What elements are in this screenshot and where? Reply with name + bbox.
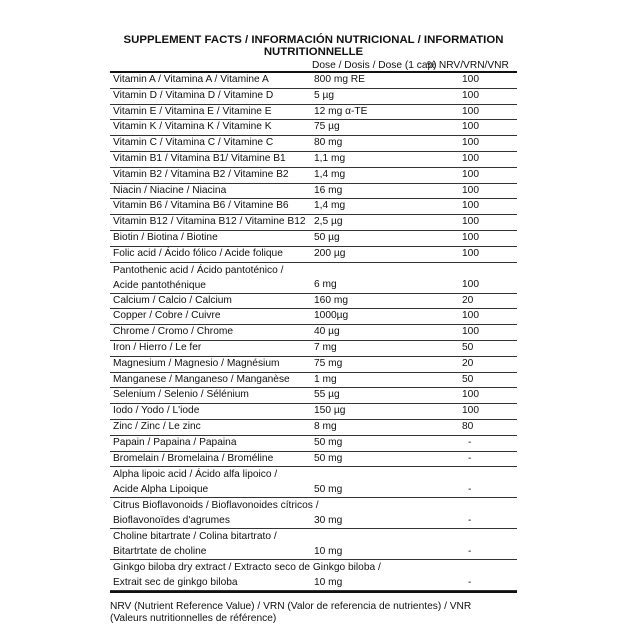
- table-row: [110, 120, 517, 136]
- table-row: [110, 73, 517, 88]
- table-row: [110, 151, 517, 167]
- table-row: [110, 136, 517, 152]
- nutrient-name: Selenium / Selenio / Sélénium: [110, 388, 310, 404]
- footnote-line-1: NRV (Nutrient Reference Value) / VRN (Valor de referencia de nutrientes) / VNR: [110, 601, 472, 613]
- table-row: [110, 309, 517, 325]
- nutrient-name: Vitamin B2 / Vitamina B2 / Vitamine B2: [110, 167, 310, 183]
- nutrient-dose: 150 µg: [310, 404, 424, 420]
- nutrient-dose: 50 mg: [310, 435, 424, 451]
- nutrient-nrv: 100: [424, 104, 517, 120]
- nutrient-name: Vitamin E / Vitamina E / Vitamine E: [110, 104, 310, 120]
- nutrient-nrv: 100: [424, 325, 517, 341]
- nutrient-name: Folic acid / Ácido fólico / Acide folique: [110, 246, 310, 262]
- nutrient-dose: 55 µg: [310, 388, 424, 404]
- nutrient-dose: 8 mg: [310, 419, 424, 435]
- nutrient-nrv: 20: [424, 356, 517, 372]
- nutrient-name: Vitamin B1 / Vitamina B1/ Vitamine B1: [110, 151, 310, 167]
- nutrient-name: Magnesium / Magnesio / Magnésium: [110, 356, 310, 372]
- nutrient-name: Vitamin K / Vitamina K / Vitamine K: [110, 120, 310, 136]
- nutrient-nrv: 100: [424, 136, 517, 152]
- nutrient-dose: 50 mg: [310, 467, 424, 498]
- nutrient-name: Zinc / Zinc / Le zinc: [110, 419, 310, 435]
- nutrient-name-line-1: Citrus Bioflavonoids / Bioflavonoides cítricos /: [113, 500, 319, 512]
- nutrient-name-line-1: Ginkgo biloba dry extract / Extracto seco de Ginkgo biloba /: [113, 562, 381, 574]
- table-row: [110, 467, 517, 498]
- nutrient-name: [110, 498, 319, 529]
- nutrient-name-line-1: Choline bitartrate / Colina bitartrato /: [113, 531, 277, 543]
- table-row: [110, 325, 517, 341]
- nutrient-nrv: 100: [424, 262, 517, 293]
- nutrient-dose: 50 µg: [310, 230, 424, 246]
- table-row: [110, 372, 517, 388]
- nutrient-nrv: 100: [424, 167, 517, 183]
- nutrient-dose: 30 mg: [310, 498, 424, 529]
- nutrient-nrv: 80: [424, 419, 517, 435]
- nutrient-nrv: 50: [424, 340, 517, 356]
- nutrient-dose: 16 mg: [310, 183, 424, 199]
- nutrient-name-line-2: Acide pantothénique: [113, 279, 206, 291]
- nutrient-nrv: 100: [424, 183, 517, 199]
- column-header-row: [110, 60, 517, 73]
- nutrient-name: Niacin / Niacine / Niacina: [110, 183, 310, 199]
- table-row: [110, 498, 517, 529]
- table-row: [110, 356, 517, 372]
- nutrient-dose: 1 mg: [310, 372, 424, 388]
- nutrient-name-line-2: Acide Alpha Lipoique: [113, 484, 209, 496]
- nutrient-dose: 75 µg: [310, 120, 424, 136]
- table-row: [110, 340, 517, 356]
- nutrient-nrv: 20: [424, 293, 517, 309]
- nutrient-name: Iron / Hierro / Le fer: [110, 340, 310, 356]
- footnote-line-2: (Valeurs nutritionnelles de référence): [110, 613, 277, 625]
- table-row: [110, 215, 517, 231]
- nutrient-dose: 50 mg: [310, 451, 424, 467]
- nutrient-nrv: 100: [424, 88, 517, 104]
- table-row: [110, 199, 517, 215]
- nutrient-dose: 75 mg: [310, 356, 424, 372]
- nutrient-table: [110, 73, 517, 591]
- nutrient-nrv: -: [424, 451, 517, 467]
- dose-column-header: Dose / Dosis / Dose (1 cap): [312, 60, 437, 71]
- nutrient-dose: 10 mg: [310, 560, 424, 591]
- nutrient-name: [110, 262, 310, 293]
- nutrient-dose: 2,5 µg: [310, 215, 424, 231]
- nutrient-name: [110, 467, 310, 498]
- nutrient-nrv: -: [424, 529, 517, 560]
- table-row: [110, 104, 517, 120]
- label-title: SUPPLEMENT FACTS / INFORMACIÓN NUTRICIONAL / INFORMATION NUTRITIONNELLE: [123, 34, 504, 58]
- nutrient-dose: 1,4 mg: [310, 199, 424, 215]
- table-row: [110, 435, 517, 451]
- nutrient-dose: 6 mg: [310, 262, 424, 293]
- nutrient-nrv: 100: [424, 404, 517, 420]
- table-row: [110, 419, 517, 435]
- nutrient-name: Bromelain / Bromelaina / Broméline: [110, 451, 310, 467]
- nutrient-name-line-2: Extrait sec de ginkgo biloba: [113, 577, 238, 589]
- nrv-column-header: % NRV/VRN/VNR: [427, 60, 509, 71]
- nutrient-dose: 7 mg: [310, 340, 424, 356]
- bottom-rule: [110, 591, 517, 593]
- footnote: [110, 601, 517, 625]
- table-row: [110, 560, 517, 591]
- nutrient-dose: 10 mg: [310, 529, 424, 560]
- nutrient-name: Iodo / Yodo / L'iode: [110, 404, 310, 420]
- nutrient-dose: 1000µg: [310, 309, 424, 325]
- table-row: [110, 388, 517, 404]
- nutrient-name-line-1: Pantothenic acid / Ácido pantoténico /: [113, 264, 284, 276]
- nutrient-nrv: 100: [424, 199, 517, 215]
- nutrient-nrv: 100: [424, 120, 517, 136]
- nutrient-nrv: 100: [424, 246, 517, 262]
- nutrient-nrv: 100: [424, 151, 517, 167]
- nutrient-name: Papain / Papaina / Papaina: [110, 435, 310, 451]
- nutrient-name: Vitamin A / Vitamina A / Vitamine A: [110, 73, 310, 88]
- table-row: [110, 88, 517, 104]
- nutrient-nrv: 100: [424, 230, 517, 246]
- nutrient-name: Vitamin D / Vitamina D / Vitamine D: [110, 88, 310, 104]
- nutrient-name-line-1: Alpha lipoic acid / Ácido alfa lipoico /: [113, 469, 278, 481]
- nutrient-nrv: 100: [424, 215, 517, 231]
- nutrient-name: Biotin / Biotina / Biotine: [110, 230, 310, 246]
- nutrient-name-line-2: Bioflavonoïdes d'agrumes: [113, 515, 230, 527]
- nutrient-nrv: -: [424, 467, 517, 498]
- nutrient-name-line-2: Bitartrtate de choline: [113, 546, 207, 558]
- nutrient-nrv: -: [424, 435, 517, 451]
- nutrient-nrv: 100: [424, 388, 517, 404]
- nutrient-nrv: -: [424, 560, 517, 591]
- nutrient-nrv: 100: [424, 309, 517, 325]
- table-row: [110, 246, 517, 262]
- nutrient-dose: 80 mg: [310, 136, 424, 152]
- nutrient-dose: 40 µg: [310, 325, 424, 341]
- nutrient-dose: 12 mg α-TE: [310, 104, 424, 120]
- nutrient-nrv: -: [424, 498, 517, 529]
- nutrient-dose: 800 mg RE: [310, 73, 424, 88]
- nutrient-name: Vitamin B6 / Vitamina B6 / Vitamine B6: [110, 199, 310, 215]
- table-row: [110, 404, 517, 420]
- table-row: [110, 293, 517, 309]
- table-row: [110, 230, 517, 246]
- nutrient-name: Vitamin B12 / Vitamina B12 / Vitamine B12: [110, 215, 310, 231]
- nutrient-name: Calcium / Calcio / Calcium: [110, 293, 310, 309]
- table-row: [110, 262, 517, 293]
- supplement-facts-label: [110, 34, 517, 625]
- nutrient-dose: 5 µg: [310, 88, 424, 104]
- nutrient-dose: 200 µg: [310, 246, 424, 262]
- nutrient-name: [110, 529, 310, 560]
- nutrient-nrv: 100: [424, 73, 517, 88]
- nutrient-name: Vitamin C / Vitamina C / Vitamine C: [110, 136, 310, 152]
- nutrient-dose: 1,4 mg: [310, 167, 424, 183]
- nutrient-name: Copper / Cobre / Cuivre: [110, 309, 310, 325]
- nutrient-nrv: 50: [424, 372, 517, 388]
- table-row: [110, 167, 517, 183]
- table-row: [110, 451, 517, 467]
- table-row: [110, 529, 517, 560]
- nutrient-dose: 160 mg: [310, 293, 424, 309]
- nutrient-dose: 1,1 mg: [310, 151, 424, 167]
- table-row: [110, 183, 517, 199]
- nutrient-name: Chrome / Cromo / Chrome: [110, 325, 310, 341]
- nutrient-name: Manganese / Manganeso / Manganèse: [110, 372, 310, 388]
